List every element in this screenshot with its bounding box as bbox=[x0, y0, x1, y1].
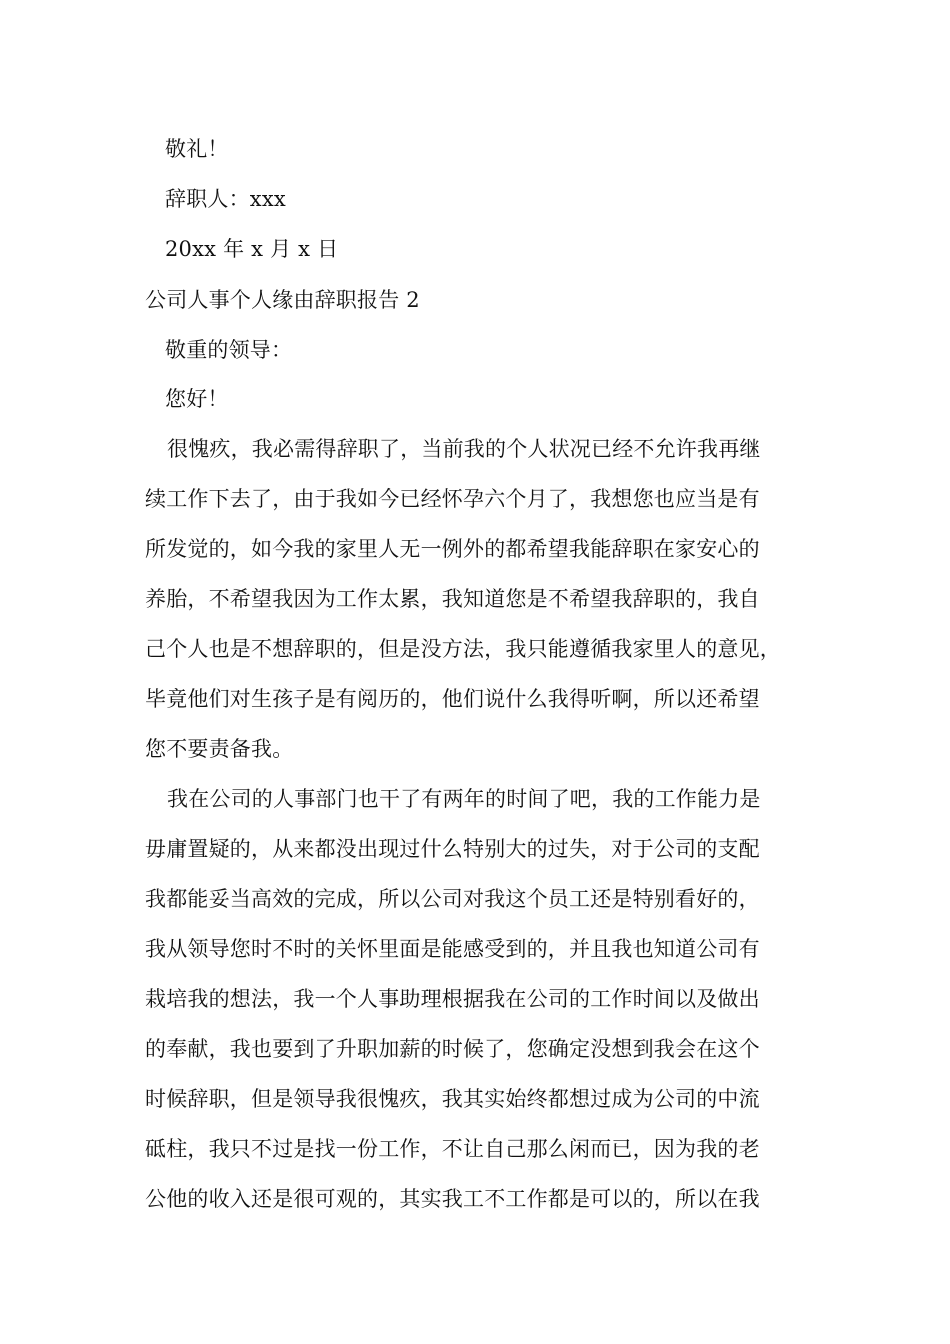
paragraph-2-line: 公他的收入还是很可观的，其实我工不工作都是可以的，所以在我 bbox=[145, 1187, 760, 1211]
paragraph-2-line: 我都能妥当高效的完成，所以公司对我这个员工还是特别看好的， bbox=[145, 887, 760, 911]
paragraph-2-line: 砥柱，我只不过是找一份工作，不让自己那么闲而已，因为我的老 bbox=[145, 1137, 760, 1161]
signer-line: 辞职人：xxx bbox=[165, 187, 286, 211]
paragraph-1-line: 很愧疚，我必需得辞职了，当前我的个人状况已经不允许我再继 bbox=[167, 437, 761, 461]
paragraph-2-line: 我从领导您时不时的关怀里面是能感受到的，并且我也知道公司有 bbox=[145, 937, 760, 961]
paragraph-1-line: 毕竟他们对生孩子是有阅历的，他们说什么我得听啊，所以还希望 bbox=[145, 687, 760, 711]
paragraph-2-line: 的奉献，我也要到了升职加薪的时候了，您确定没想到我会在这个 bbox=[145, 1037, 760, 1061]
report-title: 公司人事个人缘由辞职报告 2 bbox=[145, 288, 420, 312]
greeting-line: 敬重的领导： bbox=[165, 338, 293, 362]
paragraph-2-line: 栽培我的想法，我一个人事助理根据我在公司的工作时间以及做出 bbox=[145, 987, 760, 1011]
paragraph-2-line: 我在公司的人事部门也干了有两年的时间了吧，我的工作能力是 bbox=[167, 787, 761, 811]
paragraph-1-line: 养胎，不希望我因为工作太累，我知道您是不希望我辞职的，我自 bbox=[145, 587, 760, 611]
paragraph-2-line: 时候辞职，但是领导我很愧疚，我其实始终都想过成为公司的中流 bbox=[145, 1087, 760, 1111]
paragraph-2-line: 毋庸置疑的，从来都没出现过什么特别大的过失，对于公司的支配 bbox=[145, 837, 760, 861]
paragraph-1-line: 续工作下去了，由于我如今已经怀孕六个月了，我想您也应当是有 bbox=[145, 487, 760, 511]
date-line: 20xx 年 x 月 x 日 bbox=[165, 237, 339, 261]
paragraph-1-line: 己个人也是不想辞职的，但是没方法，我只能遵循我家里人的意见， bbox=[145, 637, 781, 661]
closing-salutation: 敬礼！ bbox=[165, 137, 229, 161]
paragraph-1-line: 所发觉的，如今我的家里人无一例外的都希望我能辞职在家安心的 bbox=[145, 537, 760, 561]
hello-line: 您好！ bbox=[165, 387, 229, 411]
paragraph-1-line: 您不要责备我。 bbox=[145, 737, 294, 761]
